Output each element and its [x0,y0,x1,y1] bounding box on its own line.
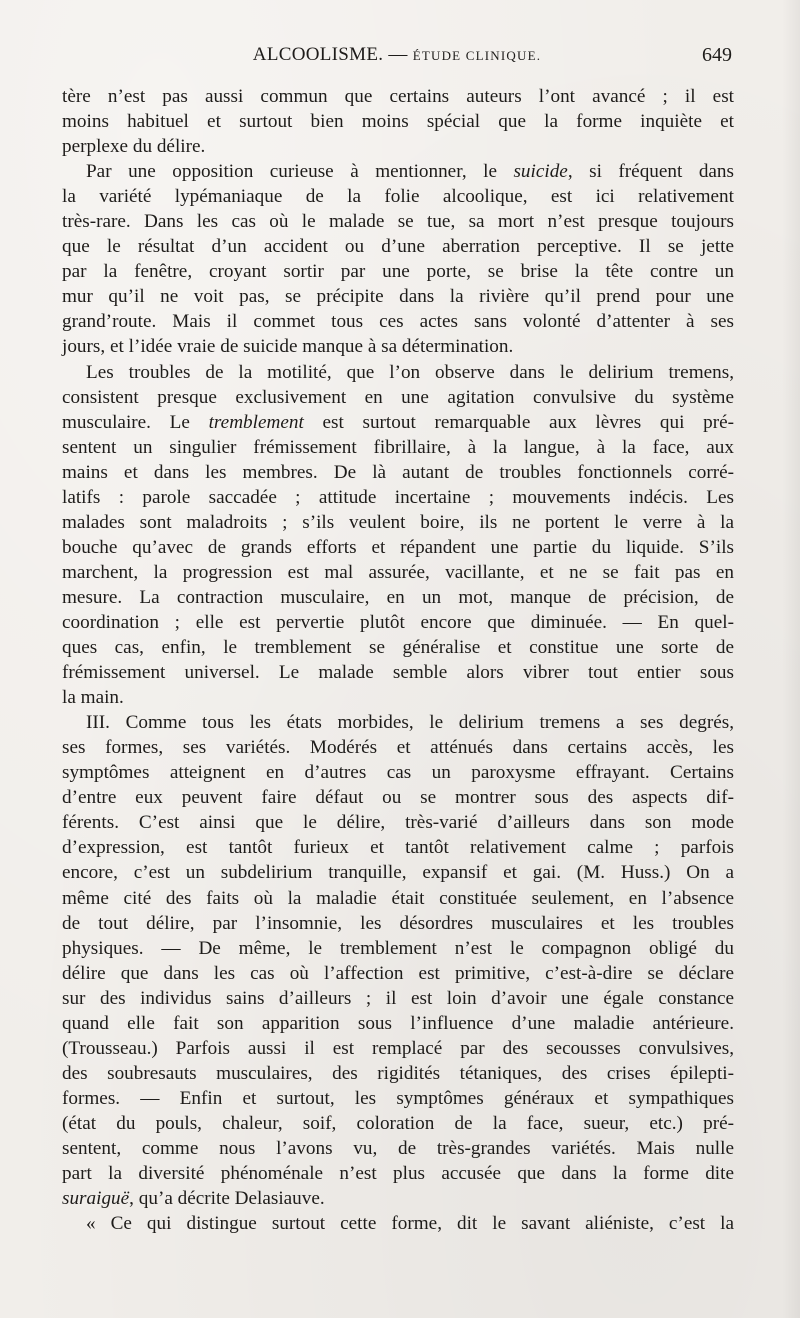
text-line: grand’route. Mais il commet tous ces actes sans volonté d’attenter à ses [62,311,734,333]
page-edge-shadow [782,0,800,1318]
text-line: moins habituel et surtout bien moins spécial que la forme inquiète et [62,111,734,133]
text-line: perplexe du délire. [62,136,206,158]
text-line: frémissement universel. Le malade semble alors vibrer tout entier sous [62,662,734,684]
paragraph-start-line [62,159,734,184]
running-head-dash: — [383,44,413,65]
text-line: bouche qu’avec de grands efforts et répandent une partie du liquide. S’ils [62,536,734,558]
text-line: de tout délire, par l’insomnie, les désordres musculaires et les troubles [62,912,734,934]
text-line: consistent presque exclusivement en une agitation convulsive du système [62,386,734,408]
text-line: d’expression, est tantôt furieux et tantôt relativement calme ; parfois [62,837,734,859]
text-line: des soubresauts musculaires, des rigidités tétaniques, des crises épilepti- [62,1062,734,1084]
text-line [62,1186,734,1211]
text-line: sentent un singulier frémissement fibrillaire, à la langue, à la face, aux [62,436,734,458]
running-head-title: ALCOOLISME. [252,44,384,65]
body-text [62,84,734,1236]
text-line: mesure. La contraction musculaire, en un mot, manque de précision, de [62,586,734,608]
running-head-subtitle: ÉTUDE CLINIQUE. [412,48,542,63]
text-line: férents. C’est ainsi que le délire, très-varié d’ailleurs dans son mode [62,812,734,834]
text-line: la main. [62,687,124,709]
page-number: 649 [702,44,732,66]
text-line: d’entre eux peuvent faire défaut ou se montrer sous des aspects dif- [62,787,734,809]
text-line: (Trousseau.) Parfois aussi il est remplacé par des secousses convulsives, [62,1037,734,1059]
italic-term: suraiguë [62,1188,130,1210]
text-line: par la fenêtre, croyant sortir par une porte, se brise la tête contre un [62,261,734,283]
italic-term: suicide [513,161,568,183]
text-line: très-rare. Dans les cas où le malade se tue, sa mort n’est presque toujours [62,211,734,233]
page-header [62,44,732,74]
italic-term: tremblement [208,411,304,433]
text-line [62,410,734,435]
text-line: tère n’est pas aussi commun que certains auteurs l’ont avancé ; il est [62,86,734,107]
text-line: que le résultat d’un accident ou d’une aberration perceptive. Il se jette [62,236,734,258]
text-line: mur qu’il ne voit pas, se précipite dans la rivière qu’il prend pour une [62,286,734,308]
text-segment: Par une opposition curieuse à mentionner, le [86,161,497,183]
text-line: marchent, la progression est mal assurée, vacillante, et ne se fait pas en [62,561,734,583]
text-line: part la diversité phénoménale n’est plus accusée que dans la forme dite [62,1163,734,1185]
paragraph-start-line: III. Comme tous les états morbides, le delirium tremens a ses degrés, [86,712,734,734]
text-line: symptômes atteignent en d’autres cas un paroxysme effrayant. Certains [62,762,734,784]
text-line: sentent, comme nous l’avons vu, de très-grandes variétés. Mais nulle [62,1137,734,1159]
running-head [62,44,732,66]
text-line: ques cas, enfin, le tremblement se généralise et constitue une sorte de [62,637,734,659]
text-line: (état du pouls, chaleur, soif, coloration de la face, sueur, etc.) pré- [62,1112,734,1134]
text-segment: , si fréquent dans [567,161,734,183]
text-line: mains et dans les membres. De là autant de troubles fonctionnels corré- [62,461,734,483]
text-segment: musculaire. Le [62,411,190,433]
text-line: malades sont maladroits ; s’ils veulent boire, ils ne portent le verre à la [62,511,734,533]
text-line: physiques. — De même, le tremblement n’est le compagnon obligé du [62,937,734,959]
text-segment: , qu’a décrite Delasiauve. [129,1188,325,1210]
text-segment: est surtout remarquable aux lèvres qui pré- [322,411,735,433]
paragraph-start-line: « Ce qui distingue surtout cette forme, dit le savant aliéniste, c’est la [86,1213,734,1235]
text-line: quand elle fait son apparition sous l’influence d’une maladie antérieure. [62,1012,734,1034]
text-line: sur des individus sains d’ailleurs ; il est loin d’avoir une égale constance [62,987,734,1009]
text-line: encore, c’est un subdelirium tranquille, expansif et gai. (M. Huss.) On a [62,862,734,884]
text-line: la variété lypémaniaque de la folie alcoolique, est ici relativement [62,186,734,208]
text-line: ses formes, ses variétés. Modérés et atténués dans certains accès, les [62,737,734,759]
text-line: même cité des faits où la maladie était constituée seulement, en l’absence [62,887,734,909]
text-line: jours, et l’idée vraie de suicide manque à sa détermination. [62,336,514,358]
text-line: coordination ; elle est pervertie plutôt encore que diminuée. — En quel- [62,611,734,633]
text-line: délire que dans les cas où l’affection est primitive, c’est-à-dire se déclare [62,962,734,984]
text-line: latifs : parole saccadée ; attitude incertaine ; mouvements indécis. Les [62,486,734,508]
text-line: formes. — Enfin et surtout, les symptômes généraux et sympathiques [62,1087,734,1109]
paragraph-start-line: Les troubles de la motilité, que l’on observe dans le delirium tremens, [86,361,734,383]
